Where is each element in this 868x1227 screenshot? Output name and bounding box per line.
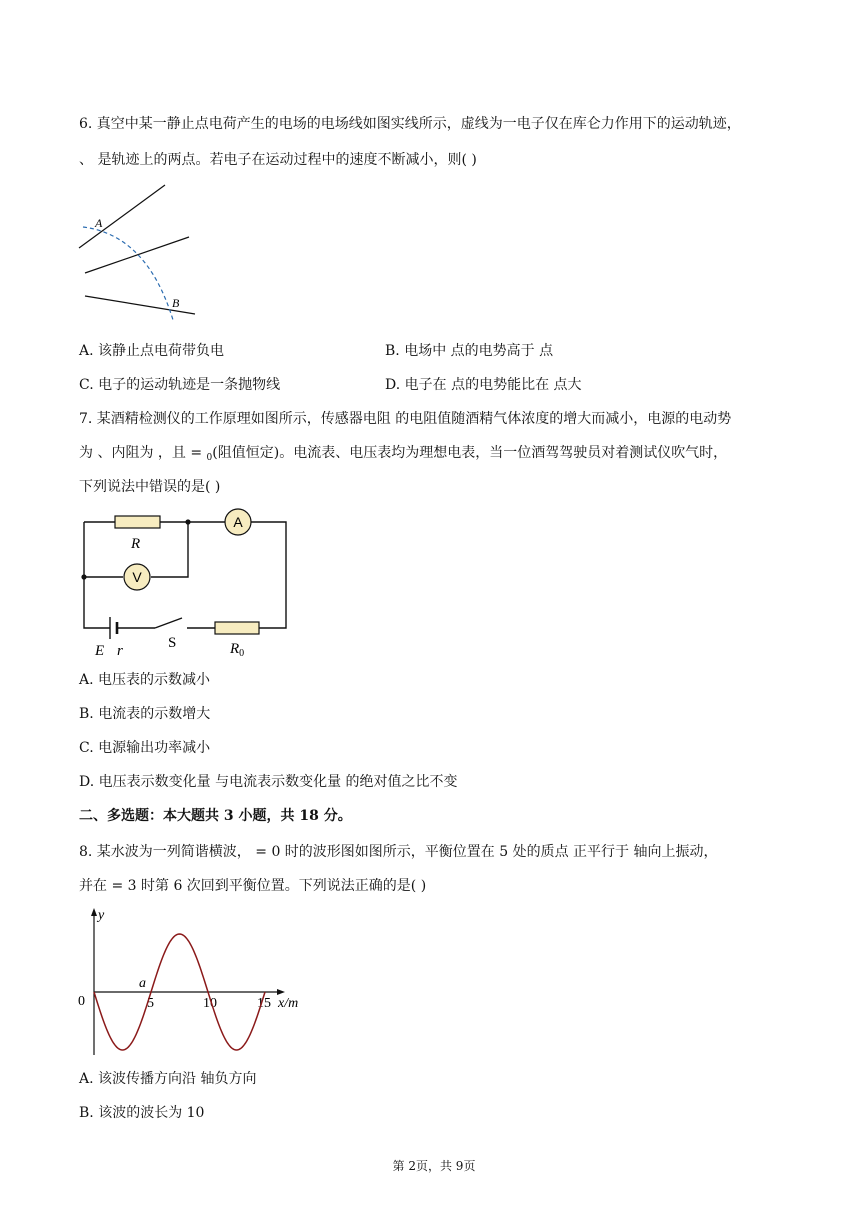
fixed-resistor-label-sub: 0 [239,648,245,659]
q6-option-b: B. 电场中 点的电势高于 点 [385,343,554,359]
wire-top-right [251,522,286,628]
q7-stem-line2-b: (阻值恒定)。电流表、电压表均为理想电表，当一位酒驾驾驶员对着测试仪吹气时， [212,445,728,461]
internal-resistance-label: r [117,643,123,659]
q7-stem-line2-a: 为 、内阻为 ，且 = [79,445,207,461]
q8-stem-line2: 并在 = 3 时第 6 次回到平衡位置。下列说法正确的是( ) [79,878,427,894]
x-axis-arrow [277,989,285,995]
y-axis-label: y [98,908,105,923]
page-footer: 第 2页，共 9页 [392,1159,476,1173]
q7-stem-line3: 下列说法中错误的是( ) [79,479,221,495]
x-tick-5: 5 [147,996,154,1011]
x-axis-label-text: x/m [278,996,299,1011]
q7-stem-line1: 7. 某酒精检测仪的工作原理如图所示，传感器电阻 的电阻值随酒精气体浓度的增大而减小，电源的电动势 [79,411,732,427]
point-label-a: A [95,216,103,230]
q7-option-d: D. 电压表示数变化量 与电流表示数变化量 的绝对值之比不变 [79,774,458,790]
wire-voltmeter-right [151,522,188,577]
fixed-resistor-label-main: R [230,641,240,657]
fixed-resistor-label [229,641,244,659]
sensor-resistor [115,516,160,528]
q7-circuit-diagram [70,505,300,665]
emf-label: E [95,643,105,659]
q6-option-a: A. 该静止点电荷带负电 [79,343,225,359]
section-heading-multi-choice: 二、多选题：本大题共 3 小题，共 18 分。 [79,808,352,824]
field-line-2 [85,237,189,273]
electron-trajectory [83,227,173,320]
q6-stem-line2: 、 是轨迹上的两点。若电子在运动过程中的速度不断减小，则( ) [79,152,477,168]
point-a-label: a [139,976,146,991]
junction-dot-top [185,519,190,524]
q7-option-b: B. 电流表的示数增大 [79,706,211,722]
origin-label: 0 [78,994,85,1009]
switch-lever [155,618,182,628]
q6-option-c: C. 电子的运动轨迹是一条抛物线 [79,377,281,393]
q7-stem-line2 [79,444,727,467]
q8-option-a: A. 该波传播方向沿 轴负方向 [79,1071,257,1087]
q8-stem-line1: 8. 某水波为一列简谐横波， = 0 时的波形图如图所示，平衡位置在 5 处的质点 正平行于 轴向上振动， [79,844,718,860]
voltmeter-label: V [132,569,142,585]
x-tick-15: 15 [257,996,271,1011]
x-axis-label [277,996,298,1011]
q7-option-a: A. 电压表的示数减小 [79,672,211,688]
q8-option-b: B. 该波的波长为 10 [79,1105,205,1121]
junction-dot-left [81,574,86,579]
q6-field-diagram [75,180,205,325]
wire-left [84,522,110,628]
switch-label: S [168,635,177,651]
q7-option-c: C. 电源输出功率减小 [79,740,211,756]
field-line-1 [79,185,165,248]
q7-stem-line2-sub: 0 [206,453,213,463]
y-axis-arrow [91,908,97,916]
q6-stem-line1: 6. 真空中某一静止点电荷产生的电场的电场线如图实线所示，虚线为一电子仅在库仑力作用下的运动轨迹， [79,116,741,132]
sensor-resistor-label: R [131,536,141,552]
x-tick-10: 10 [203,996,217,1011]
ammeter-label: A [233,514,243,530]
fixed-resistor [215,622,259,634]
q8-wave-graph [75,905,315,1065]
q6-option-d: D. 电子在 点的电势能比在 点大 [385,377,582,393]
point-label-b: B [172,296,180,310]
